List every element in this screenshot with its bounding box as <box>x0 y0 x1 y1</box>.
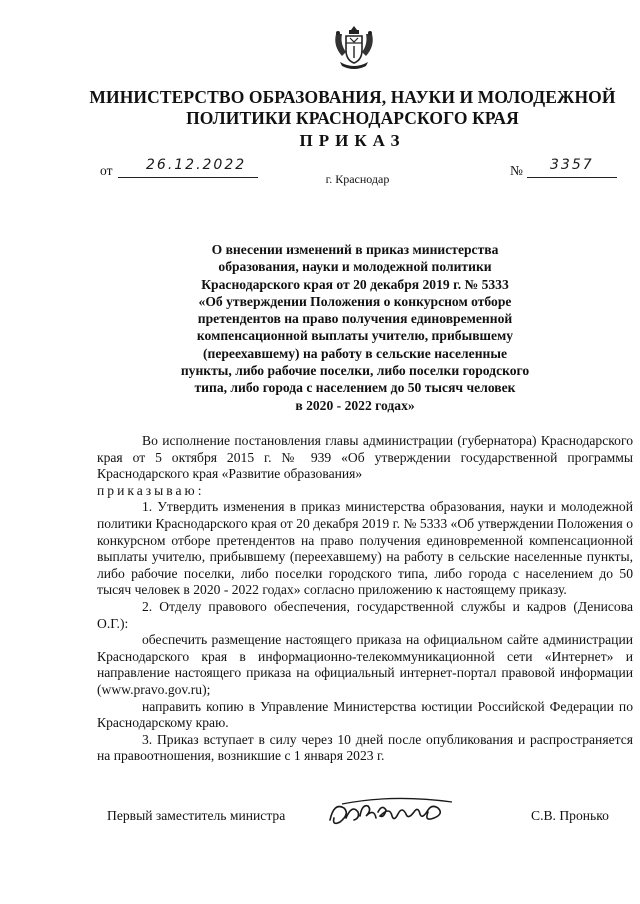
paragraph-2: 2. Отделу правового обеспечения, государственной службы и кадров (Денисова О.Г.): <box>97 598 633 631</box>
signatory-name: С.В. Пронько <box>531 808 609 823</box>
paragraph-3: 3. Приказ вступает в силу через 10 дней после опубликования и распространяется на правоотношения, возникшие с 1 января 2023 г. <box>97 731 633 764</box>
city: г. Краснодар <box>325 172 390 186</box>
document-type: ПРИКАЗ <box>299 131 406 150</box>
title-line: О внесении изменений в приказ министерства <box>211 242 499 257</box>
title-line: пункты, либо рабочие поселки, либо поселки городского <box>180 363 530 379</box>
date-label: от <box>100 163 113 178</box>
ministry-name-line-1: МИНИСТЕРСТВО ОБРАЗОВАНИЯ, НАУКИ И МОЛОДЕЖНОЙ <box>89 87 616 107</box>
paragraph-1: 1. Утвердить изменения в приказ министерства образования, науки и молодежной политики Краснодарского края от 20 декабря 2019 г. № 5333 «Об утверждении Положения о конкурсном отборе претендентов на право получения единовременной компенсационной выплаты учителю, прибывшему (переехавшему) на работу в сельские населенные пункты, либо рабочие поселки, либо поселки городского типа, либо города с населением до 50 тысяч человек в 2020 - 2022 годах» согласно приложению к настоящему приказу. <box>97 499 633 598</box>
title-line: Краснодарского края от 20 декабря 2019 г. № 5333 <box>201 276 509 292</box>
paragraph-2a: обеспечить размещение настоящего приказа на официальном сайте администрации Краснодарского края в информационно-телекоммуникационной сети «Интернет» и направление настоящего приказа на официальный интернет-портал правовой информации (www.pravo.gov.ru); <box>97 632 633 697</box>
document-number: 3357 <box>550 157 594 173</box>
document-title <box>160 241 550 414</box>
order-word: приказываю: <box>97 482 205 498</box>
ministry-name-line-2: ПОЛИТИКИ КРАСНОДАРСКОГО КРАЯ <box>186 108 519 128</box>
title-line: в 2020 - 2022 годах» <box>295 397 415 413</box>
title-line: претендентов на право получения единовременной <box>197 311 513 327</box>
title-line: «Об утверждении Положения о конкурсном отборе <box>198 293 512 309</box>
title-line: компенсационной выплаты учителю, прибывшему <box>196 328 514 344</box>
title-line: (переехавшему) на работу в сельские населенные <box>202 345 508 361</box>
document-body <box>97 433 633 765</box>
preamble-paragraph: Во исполнение постановления главы администрации (губернатора) Краснодарского края от 5 октября 2015 г. № 939 «Об утверждении государственной программы Краснодарского края «Развитие образования» <box>97 433 633 482</box>
handwritten-signature <box>322 790 482 838</box>
paragraph-2b: направить копию в Управление Министерства юстиции Российской Федерации по Краснодарскому краю. <box>97 698 633 731</box>
document-date: 26.12.2022 <box>146 157 247 173</box>
ministry-name <box>80 87 625 129</box>
signatory-position: Первый заместитель министра <box>107 808 286 823</box>
title-line: типа, либо города с населением до 50 тысяч человек <box>194 380 516 396</box>
title-line: образования, науки и молодежной политики <box>218 259 492 275</box>
coat-of-arms-icon <box>332 24 376 72</box>
number-label: № <box>510 163 523 178</box>
